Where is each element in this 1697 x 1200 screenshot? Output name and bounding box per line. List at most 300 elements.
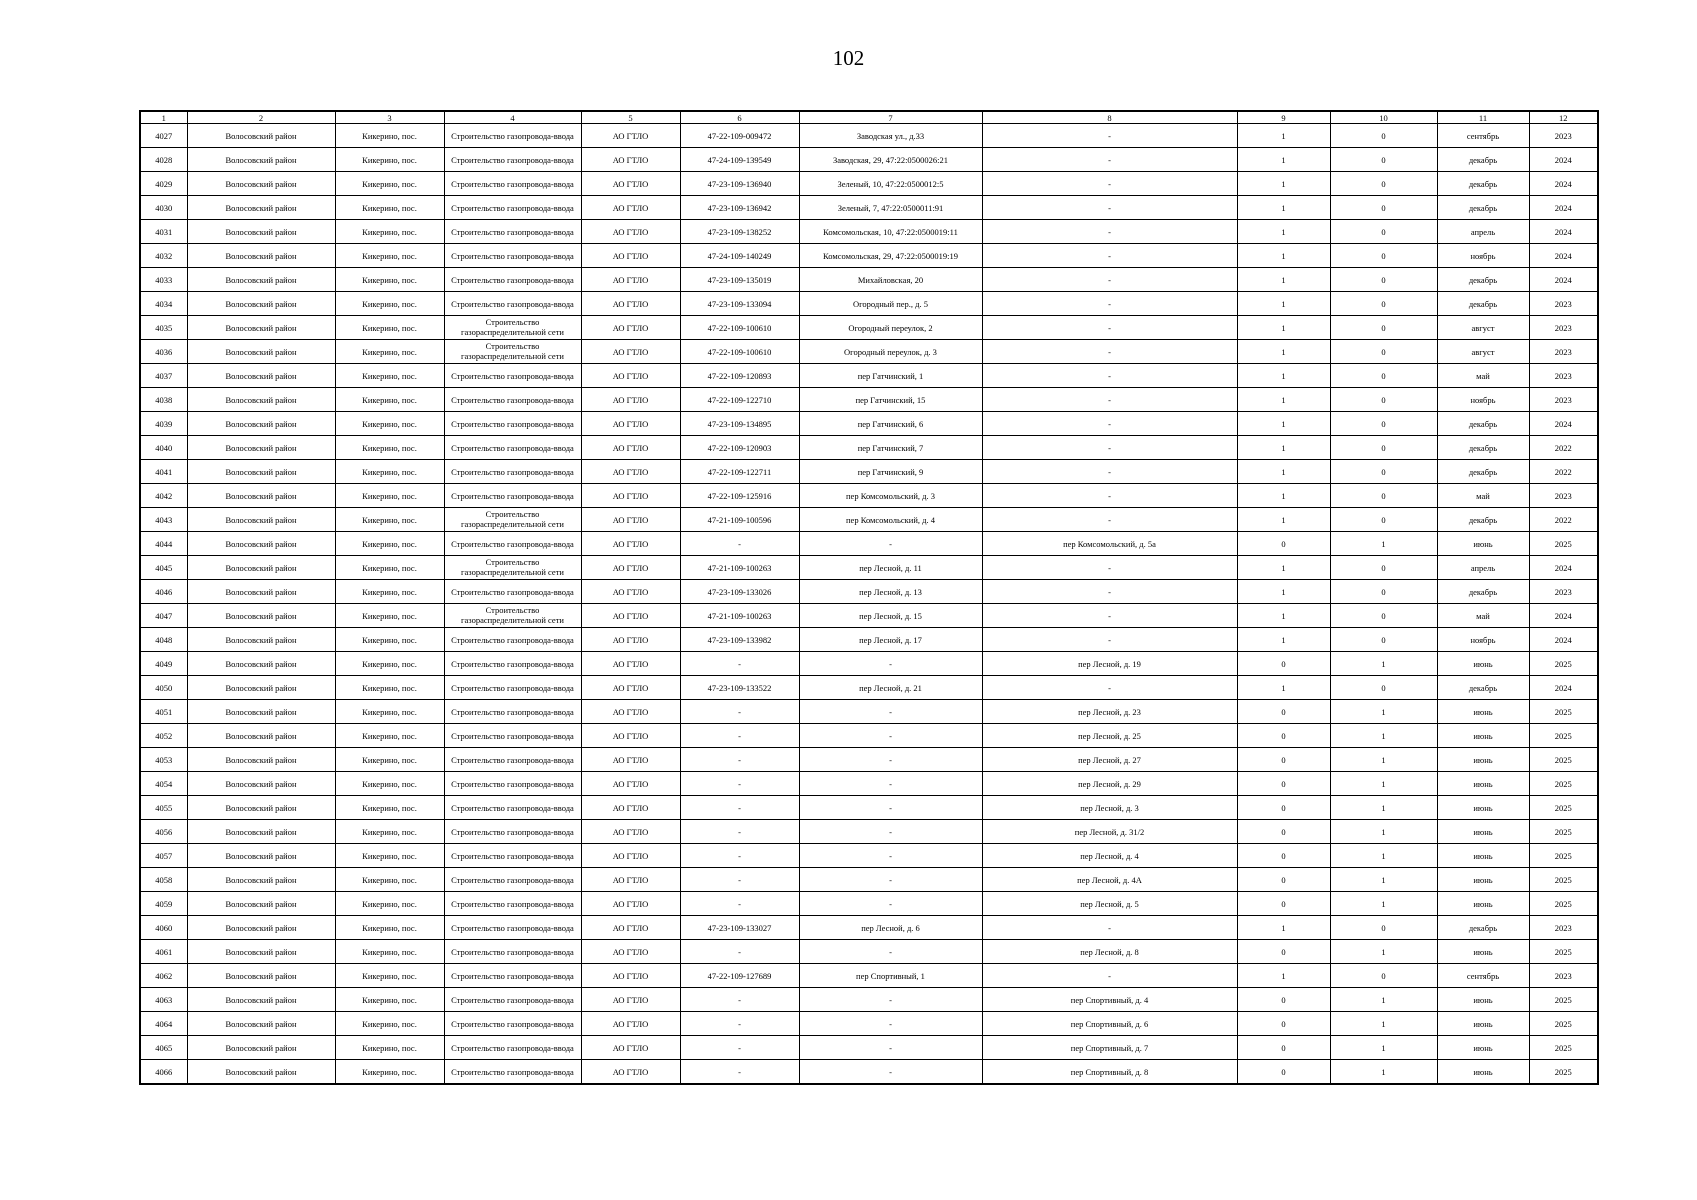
cell-district: Волосовский район bbox=[187, 940, 335, 964]
cell-count-connected: 1 bbox=[1237, 268, 1330, 292]
cell-planned-address: пер Комсомольский, д. 5а bbox=[982, 532, 1237, 556]
cell-planned-address: - bbox=[982, 484, 1237, 508]
cell-year: 2024 bbox=[1529, 556, 1598, 580]
cell-application-number: 47-23-109-136942 bbox=[680, 196, 799, 220]
cell-row-number: 4062 bbox=[140, 964, 187, 988]
cell-address: - bbox=[799, 868, 982, 892]
table-row bbox=[140, 532, 1598, 556]
cell-organization: АО ГТЛО bbox=[581, 364, 680, 388]
cell-planned-address: - bbox=[982, 436, 1237, 460]
cell-settlement: Кикерино, пос. bbox=[335, 892, 444, 916]
cell-planned-address: - bbox=[982, 220, 1237, 244]
cell-row-number: 4045 bbox=[140, 556, 187, 580]
cell-month: декабрь bbox=[1437, 412, 1529, 436]
cell-count-planned: 0 bbox=[1330, 412, 1437, 436]
table-row bbox=[140, 652, 1598, 676]
cell-district: Волосовский район bbox=[187, 316, 335, 340]
cell-planned-address: - bbox=[982, 244, 1237, 268]
cell-count-connected: 1 bbox=[1237, 196, 1330, 220]
cell-work-type: Строительство газопровода-ввода bbox=[444, 580, 581, 604]
cell-application-number: 47-23-109-134895 bbox=[680, 412, 799, 436]
cell-count-planned: 1 bbox=[1330, 844, 1437, 868]
cell-month: декабрь bbox=[1437, 676, 1529, 700]
cell-count-connected: 0 bbox=[1237, 700, 1330, 724]
cell-planned-address: пер Лесной, д. 5 bbox=[982, 892, 1237, 916]
cell-count-connected: 0 bbox=[1237, 868, 1330, 892]
cell-work-type: Строительство газопровода-ввода bbox=[444, 916, 581, 940]
cell-work-type: Строительство газопровода-ввода bbox=[444, 652, 581, 676]
cell-address: - bbox=[799, 700, 982, 724]
cell-count-connected: 1 bbox=[1237, 580, 1330, 604]
cell-year: 2025 bbox=[1529, 748, 1598, 772]
cell-application-number: - bbox=[680, 748, 799, 772]
table-row bbox=[140, 964, 1598, 988]
cell-year: 2025 bbox=[1529, 1036, 1598, 1060]
cell-district: Волосовский район bbox=[187, 244, 335, 268]
cell-month: декабрь bbox=[1437, 436, 1529, 460]
cell-organization: АО ГТЛО bbox=[581, 196, 680, 220]
cell-application-number: - bbox=[680, 1036, 799, 1060]
cell-planned-address: пер Лесной, д. 31/2 bbox=[982, 820, 1237, 844]
cell-count-connected: 1 bbox=[1237, 172, 1330, 196]
cell-address: Заводская, 29, 47:22:0500026:21 bbox=[799, 148, 982, 172]
cell-application-number: - bbox=[680, 892, 799, 916]
cell-month: июнь bbox=[1437, 1012, 1529, 1036]
cell-district: Волосовский район bbox=[187, 916, 335, 940]
cell-address: - bbox=[799, 892, 982, 916]
cell-row-number: 4057 bbox=[140, 844, 187, 868]
cell-year: 2023 bbox=[1529, 484, 1598, 508]
cell-year: 2023 bbox=[1529, 580, 1598, 604]
cell-application-number: 47-22-109-122711 bbox=[680, 460, 799, 484]
cell-application-number: - bbox=[680, 868, 799, 892]
cell-organization: АО ГТЛО bbox=[581, 148, 680, 172]
cell-count-planned: 1 bbox=[1330, 892, 1437, 916]
cell-address: пер Лесной, д. 21 bbox=[799, 676, 982, 700]
cell-row-number: 4051 bbox=[140, 700, 187, 724]
cell-count-planned: 0 bbox=[1330, 292, 1437, 316]
cell-row-number: 4044 bbox=[140, 532, 187, 556]
cell-application-number: 47-23-109-133027 bbox=[680, 916, 799, 940]
cell-district: Волосовский район bbox=[187, 628, 335, 652]
cell-application-number: - bbox=[680, 820, 799, 844]
table-row bbox=[140, 724, 1598, 748]
cell-address: Зеленый, 10, 47:22:0500012:5 bbox=[799, 172, 982, 196]
cell-row-number: 4036 bbox=[140, 340, 187, 364]
cell-address: - bbox=[799, 796, 982, 820]
cell-address: - bbox=[799, 820, 982, 844]
cell-application-number: 47-22-109-100610 bbox=[680, 340, 799, 364]
cell-settlement: Кикерино, пос. bbox=[335, 820, 444, 844]
table-row bbox=[140, 628, 1598, 652]
cell-district: Волосовский район bbox=[187, 148, 335, 172]
cell-address: пер Спортивный, 1 bbox=[799, 964, 982, 988]
cell-address: Огородный переулок, д. 3 bbox=[799, 340, 982, 364]
cell-work-type: Строительство газораспределительной сети bbox=[444, 508, 581, 532]
cell-address: - bbox=[799, 1060, 982, 1085]
cell-year: 2024 bbox=[1529, 148, 1598, 172]
cell-district: Волосовский район bbox=[187, 676, 335, 700]
cell-year: 2025 bbox=[1529, 700, 1598, 724]
cell-application-number: - bbox=[680, 700, 799, 724]
cell-application-number: 47-23-109-136940 bbox=[680, 172, 799, 196]
cell-district: Волосовский район bbox=[187, 484, 335, 508]
cell-count-connected: 0 bbox=[1237, 820, 1330, 844]
cell-address: Заводская ул., д.33 bbox=[799, 124, 982, 148]
cell-application-number: - bbox=[680, 796, 799, 820]
table-row bbox=[140, 460, 1598, 484]
cell-address: - bbox=[799, 940, 982, 964]
cell-application-number: 47-23-109-133026 bbox=[680, 580, 799, 604]
column-header-9: 9 bbox=[1237, 111, 1330, 124]
cell-month: декабрь bbox=[1437, 460, 1529, 484]
cell-year: 2023 bbox=[1529, 316, 1598, 340]
cell-organization: АО ГТЛО bbox=[581, 772, 680, 796]
cell-application-number: 47-22-109-120893 bbox=[680, 364, 799, 388]
cell-work-type: Строительство газопровода-ввода bbox=[444, 388, 581, 412]
cell-planned-address: - bbox=[982, 580, 1237, 604]
cell-row-number: 4032 bbox=[140, 244, 187, 268]
cell-address: - bbox=[799, 844, 982, 868]
cell-count-planned: 1 bbox=[1330, 700, 1437, 724]
cell-work-type: Строительство газопровода-ввода bbox=[444, 412, 581, 436]
cell-count-connected: 1 bbox=[1237, 412, 1330, 436]
table-row bbox=[140, 484, 1598, 508]
cell-settlement: Кикерино, пос. bbox=[335, 364, 444, 388]
page-number: 102 bbox=[832, 46, 865, 70]
cell-organization: АО ГТЛО bbox=[581, 748, 680, 772]
cell-month: май bbox=[1437, 364, 1529, 388]
cell-settlement: Кикерино, пос. bbox=[335, 580, 444, 604]
cell-month: декабрь bbox=[1437, 292, 1529, 316]
cell-settlement: Кикерино, пос. bbox=[335, 748, 444, 772]
cell-work-type: Строительство газопровода-ввода bbox=[444, 1012, 581, 1036]
cell-planned-address: пер Спортивный, д. 8 bbox=[982, 1060, 1237, 1085]
cell-planned-address: - bbox=[982, 916, 1237, 940]
cell-settlement: Кикерино, пос. bbox=[335, 604, 444, 628]
cell-application-number: - bbox=[680, 652, 799, 676]
column-header-8: 8 bbox=[982, 111, 1237, 124]
cell-work-type: Строительство газопровода-ввода bbox=[444, 172, 581, 196]
cell-year: 2024 bbox=[1529, 220, 1598, 244]
cell-district: Волосовский район bbox=[187, 868, 335, 892]
table-row bbox=[140, 172, 1598, 196]
cell-address: Зеленый, 7, 47:22:0500011:91 bbox=[799, 196, 982, 220]
cell-application-number: - bbox=[680, 988, 799, 1012]
cell-count-connected: 0 bbox=[1237, 796, 1330, 820]
cell-count-planned: 0 bbox=[1330, 604, 1437, 628]
cell-count-connected: 1 bbox=[1237, 220, 1330, 244]
cell-organization: АО ГТЛО bbox=[581, 604, 680, 628]
cell-district: Волосовский район bbox=[187, 820, 335, 844]
column-header-7: 7 bbox=[799, 111, 982, 124]
cell-year: 2025 bbox=[1529, 532, 1598, 556]
cell-district: Волосовский район bbox=[187, 268, 335, 292]
cell-application-number: 47-23-109-133982 bbox=[680, 628, 799, 652]
cell-year: 2025 bbox=[1529, 820, 1598, 844]
cell-settlement: Кикерино, пос. bbox=[335, 484, 444, 508]
cell-address: пер Лесной, д. 6 bbox=[799, 916, 982, 940]
cell-district: Волосовский район bbox=[187, 796, 335, 820]
cell-district: Волосовский район bbox=[187, 700, 335, 724]
cell-planned-address: - bbox=[982, 196, 1237, 220]
cell-year: 2025 bbox=[1529, 1012, 1598, 1036]
cell-address: - bbox=[799, 988, 982, 1012]
cell-application-number: 47-23-109-133522 bbox=[680, 676, 799, 700]
cell-application-number: 47-21-109-100263 bbox=[680, 556, 799, 580]
cell-organization: АО ГТЛО bbox=[581, 460, 680, 484]
cell-count-planned: 1 bbox=[1330, 772, 1437, 796]
cell-settlement: Кикерино, пос. bbox=[335, 124, 444, 148]
cell-address: пер Гатчинский, 1 bbox=[799, 364, 982, 388]
cell-row-number: 4027 bbox=[140, 124, 187, 148]
cell-count-planned: 1 bbox=[1330, 1012, 1437, 1036]
cell-district: Волосовский район bbox=[187, 892, 335, 916]
cell-count-connected: 0 bbox=[1237, 724, 1330, 748]
cell-application-number: - bbox=[680, 940, 799, 964]
cell-row-number: 4040 bbox=[140, 436, 187, 460]
cell-count-connected: 0 bbox=[1237, 940, 1330, 964]
cell-year: 2023 bbox=[1529, 340, 1598, 364]
cell-settlement: Кикерино, пос. bbox=[335, 244, 444, 268]
cell-address: пер Комсомольский, д. 4 bbox=[799, 508, 982, 532]
cell-district: Волосовский район bbox=[187, 580, 335, 604]
table-row bbox=[140, 580, 1598, 604]
cell-year: 2024 bbox=[1529, 244, 1598, 268]
cell-month: июнь bbox=[1437, 748, 1529, 772]
cell-month: июнь bbox=[1437, 844, 1529, 868]
table-row bbox=[140, 796, 1598, 820]
cell-organization: АО ГТЛО bbox=[581, 700, 680, 724]
cell-work-type: Строительство газопровода-ввода bbox=[444, 700, 581, 724]
cell-address: пер Лесной, д. 11 bbox=[799, 556, 982, 580]
cell-work-type: Строительство газопровода-ввода bbox=[444, 484, 581, 508]
cell-district: Волосовский район bbox=[187, 556, 335, 580]
cell-count-planned: 1 bbox=[1330, 868, 1437, 892]
cell-year: 2023 bbox=[1529, 916, 1598, 940]
cell-address: пер Комсомольский, д. 3 bbox=[799, 484, 982, 508]
cell-planned-address: - bbox=[982, 604, 1237, 628]
cell-row-number: 4029 bbox=[140, 172, 187, 196]
cell-count-planned: 0 bbox=[1330, 172, 1437, 196]
cell-month: сентябрь bbox=[1437, 964, 1529, 988]
cell-planned-address: - bbox=[982, 460, 1237, 484]
cell-count-planned: 0 bbox=[1330, 580, 1437, 604]
cell-count-planned: 0 bbox=[1330, 124, 1437, 148]
cell-month: июнь bbox=[1437, 940, 1529, 964]
cell-count-connected: 1 bbox=[1237, 508, 1330, 532]
cell-settlement: Кикерино, пос. bbox=[335, 508, 444, 532]
table-row bbox=[140, 268, 1598, 292]
cell-year: 2025 bbox=[1529, 844, 1598, 868]
cell-month: апрель bbox=[1437, 556, 1529, 580]
cell-row-number: 4042 bbox=[140, 484, 187, 508]
cell-count-connected: 1 bbox=[1237, 364, 1330, 388]
cell-organization: АО ГТЛО bbox=[581, 124, 680, 148]
cell-address: пер Гатчинский, 6 bbox=[799, 412, 982, 436]
cell-count-planned: 0 bbox=[1330, 268, 1437, 292]
cell-year: 2022 bbox=[1529, 508, 1598, 532]
cell-application-number: 47-24-109-139549 bbox=[680, 148, 799, 172]
cell-work-type: Строительство газораспределительной сети bbox=[444, 340, 581, 364]
cell-settlement: Кикерино, пос. bbox=[335, 196, 444, 220]
cell-work-type: Строительство газопровода-ввода bbox=[444, 124, 581, 148]
cell-application-number: 47-22-109-100610 bbox=[680, 316, 799, 340]
cell-month: июнь bbox=[1437, 532, 1529, 556]
cell-work-type: Строительство газопровода-ввода bbox=[444, 1036, 581, 1060]
cell-district: Волосовский район bbox=[187, 1036, 335, 1060]
cell-row-number: 4038 bbox=[140, 388, 187, 412]
cell-planned-address: - bbox=[982, 340, 1237, 364]
cell-row-number: 4061 bbox=[140, 940, 187, 964]
cell-count-connected: 0 bbox=[1237, 892, 1330, 916]
cell-count-planned: 1 bbox=[1330, 940, 1437, 964]
cell-settlement: Кикерино, пос. bbox=[335, 148, 444, 172]
cell-year: 2024 bbox=[1529, 412, 1598, 436]
cell-application-number: 47-21-109-100596 bbox=[680, 508, 799, 532]
table-row bbox=[140, 436, 1598, 460]
cell-year: 2025 bbox=[1529, 1060, 1598, 1085]
cell-work-type: Строительство газопровода-ввода bbox=[444, 292, 581, 316]
cell-year: 2025 bbox=[1529, 892, 1598, 916]
cell-count-planned: 1 bbox=[1330, 532, 1437, 556]
cell-organization: АО ГТЛО bbox=[581, 436, 680, 460]
column-header-6: 6 bbox=[680, 111, 799, 124]
cell-year: 2025 bbox=[1529, 796, 1598, 820]
cell-row-number: 4049 bbox=[140, 652, 187, 676]
cell-planned-address: пер Лесной, д. 25 bbox=[982, 724, 1237, 748]
table-row bbox=[140, 292, 1598, 316]
cell-district: Волосовский район bbox=[187, 196, 335, 220]
cell-year: 2024 bbox=[1529, 628, 1598, 652]
cell-organization: АО ГТЛО bbox=[581, 532, 680, 556]
cell-planned-address: - bbox=[982, 676, 1237, 700]
cell-application-number: - bbox=[680, 724, 799, 748]
cell-planned-address: - bbox=[982, 412, 1237, 436]
table-row bbox=[140, 604, 1598, 628]
cell-count-planned: 0 bbox=[1330, 556, 1437, 580]
cell-row-number: 4050 bbox=[140, 676, 187, 700]
cell-organization: АО ГТЛО bbox=[581, 412, 680, 436]
cell-work-type: Строительство газопровода-ввода bbox=[444, 196, 581, 220]
cell-year: 2022 bbox=[1529, 436, 1598, 460]
cell-count-connected: 0 bbox=[1237, 1036, 1330, 1060]
cell-row-number: 4056 bbox=[140, 820, 187, 844]
cell-settlement: Кикерино, пос. bbox=[335, 220, 444, 244]
table-row bbox=[140, 988, 1598, 1012]
cell-count-connected: 1 bbox=[1237, 292, 1330, 316]
column-header-11: 11 bbox=[1437, 111, 1529, 124]
cell-count-planned: 0 bbox=[1330, 196, 1437, 220]
cell-month: июнь bbox=[1437, 1060, 1529, 1085]
cell-planned-address: пер Лесной, д. 4А bbox=[982, 868, 1237, 892]
table-row bbox=[140, 820, 1598, 844]
cell-application-number: - bbox=[680, 532, 799, 556]
cell-organization: АО ГТЛО bbox=[581, 388, 680, 412]
cell-settlement: Кикерино, пос. bbox=[335, 676, 444, 700]
cell-application-number: 47-22-109-125916 bbox=[680, 484, 799, 508]
cell-count-planned: 0 bbox=[1330, 436, 1437, 460]
column-header-12: 12 bbox=[1529, 111, 1598, 124]
table-row bbox=[140, 508, 1598, 532]
cell-settlement: Кикерино, пос. bbox=[335, 1060, 444, 1085]
cell-address: Комсомольская, 10, 47:22:0500019:11 bbox=[799, 220, 982, 244]
cell-row-number: 4052 bbox=[140, 724, 187, 748]
cell-row-number: 4059 bbox=[140, 892, 187, 916]
cell-month: апрель bbox=[1437, 220, 1529, 244]
cell-organization: АО ГТЛО bbox=[581, 820, 680, 844]
cell-planned-address: пер Лесной, д. 27 bbox=[982, 748, 1237, 772]
table-row bbox=[140, 148, 1598, 172]
table-body bbox=[140, 124, 1598, 1085]
cell-application-number: 47-22-109-120903 bbox=[680, 436, 799, 460]
cell-month: июнь bbox=[1437, 772, 1529, 796]
cell-organization: АО ГТЛО bbox=[581, 844, 680, 868]
cell-work-type: Строительство газопровода-ввода bbox=[444, 436, 581, 460]
cell-count-connected: 0 bbox=[1237, 748, 1330, 772]
cell-count-connected: 1 bbox=[1237, 244, 1330, 268]
cell-month: июнь bbox=[1437, 892, 1529, 916]
header-row bbox=[140, 111, 1598, 124]
cell-month: июнь bbox=[1437, 652, 1529, 676]
cell-row-number: 4055 bbox=[140, 796, 187, 820]
cell-address: пер Лесной, д. 13 bbox=[799, 580, 982, 604]
cell-count-planned: 1 bbox=[1330, 1036, 1437, 1060]
cell-settlement: Кикерино, пос. bbox=[335, 772, 444, 796]
table-row bbox=[140, 700, 1598, 724]
cell-settlement: Кикерино, пос. bbox=[335, 1036, 444, 1060]
cell-organization: АО ГТЛО bbox=[581, 1036, 680, 1060]
cell-count-planned: 0 bbox=[1330, 460, 1437, 484]
table-row bbox=[140, 940, 1598, 964]
column-header-2: 2 bbox=[187, 111, 335, 124]
cell-count-planned: 0 bbox=[1330, 484, 1437, 508]
cell-organization: АО ГТЛО bbox=[581, 652, 680, 676]
cell-work-type: Строительство газопровода-ввода bbox=[444, 532, 581, 556]
table-row bbox=[140, 844, 1598, 868]
table-row bbox=[140, 244, 1598, 268]
cell-address: пер Гатчинский, 9 bbox=[799, 460, 982, 484]
cell-work-type: Строительство газопровода-ввода bbox=[444, 892, 581, 916]
cell-month: ноябрь bbox=[1437, 244, 1529, 268]
cell-work-type: Строительство газопровода-ввода bbox=[444, 868, 581, 892]
cell-month: июнь bbox=[1437, 1036, 1529, 1060]
cell-row-number: 4039 bbox=[140, 412, 187, 436]
cell-count-connected: 0 bbox=[1237, 532, 1330, 556]
cell-planned-address: пер Лесной, д. 29 bbox=[982, 772, 1237, 796]
cell-count-connected: 1 bbox=[1237, 556, 1330, 580]
cell-month: июнь bbox=[1437, 724, 1529, 748]
cell-settlement: Кикерино, пос. bbox=[335, 532, 444, 556]
cell-planned-address: пер Лесной, д. 3 bbox=[982, 796, 1237, 820]
cell-application-number: 47-22-109-122710 bbox=[680, 388, 799, 412]
table-row bbox=[140, 556, 1598, 580]
cell-count-connected: 1 bbox=[1237, 604, 1330, 628]
cell-row-number: 4031 bbox=[140, 220, 187, 244]
cell-settlement: Кикерино, пос. bbox=[335, 316, 444, 340]
cell-count-planned: 0 bbox=[1330, 388, 1437, 412]
cell-address: - bbox=[799, 1012, 982, 1036]
cell-settlement: Кикерино, пос. bbox=[335, 652, 444, 676]
cell-month: июнь bbox=[1437, 988, 1529, 1012]
cell-year: 2024 bbox=[1529, 604, 1598, 628]
cell-month: июнь bbox=[1437, 868, 1529, 892]
cell-planned-address: - bbox=[982, 172, 1237, 196]
cell-work-type: Строительство газопровода-ввода bbox=[444, 772, 581, 796]
cell-district: Волосовский район bbox=[187, 988, 335, 1012]
cell-month: декабрь bbox=[1437, 508, 1529, 532]
cell-address: - bbox=[799, 652, 982, 676]
